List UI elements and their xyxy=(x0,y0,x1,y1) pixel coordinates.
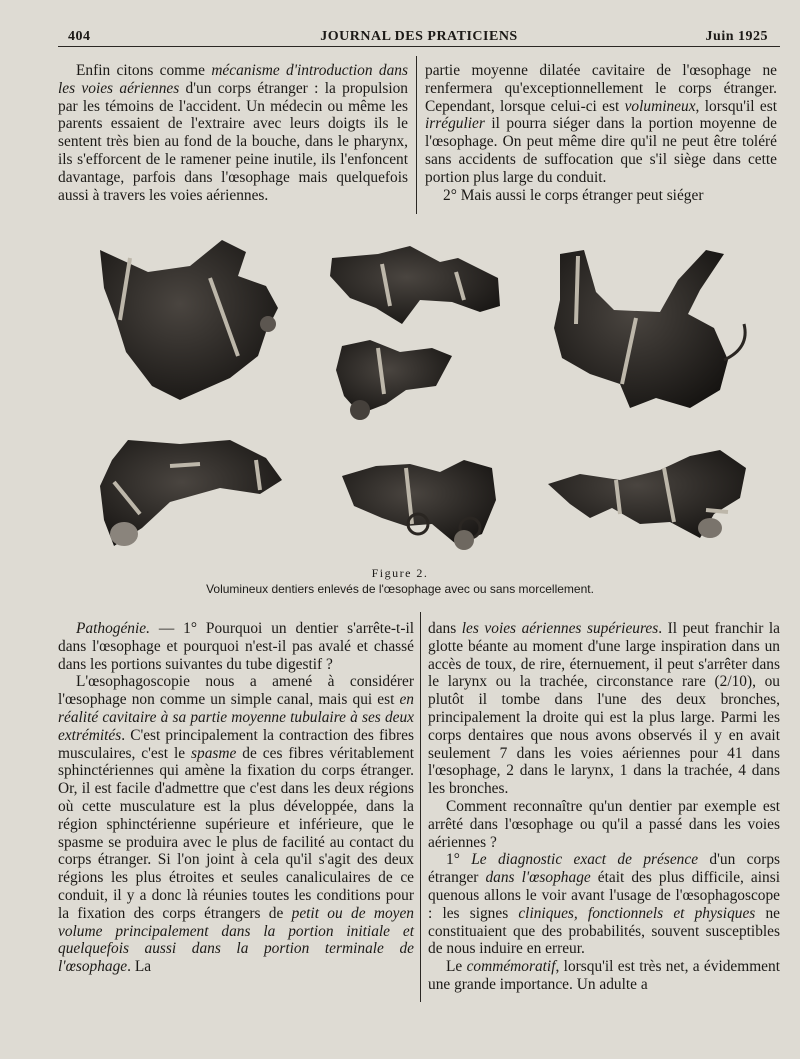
figure-label: Figure 2. xyxy=(371,566,429,580)
denture-4 xyxy=(554,250,745,408)
column-bottom-right xyxy=(428,620,780,994)
column-bottom-left xyxy=(58,620,414,976)
dentures-photo xyxy=(60,228,780,564)
denture-5 xyxy=(100,440,282,546)
journal-title: JOURNAL DES PRATICIENS xyxy=(320,29,518,44)
paragraph: Le commémoratif, lorsqu'il est très net, a évidemment une grande importance. Un adulte a xyxy=(428,958,780,993)
paragraph: Pathogénie. — 1° Pourquoi un dentier s'arrête-t-il dans l'œsophage et pourquoi n'est-il pas avalé et chassé dans les portions suivantes du tube digestif ? xyxy=(58,620,414,673)
column-top-right xyxy=(425,62,777,204)
figure-caption: Volumineux dentiers enlevés de l'œsophage avec ou sans morcellement. xyxy=(206,582,594,596)
denture-6 xyxy=(342,460,496,550)
denture-2 xyxy=(330,246,500,324)
paragraph: Enfin citons comme mécanisme d'introduction dans les voies aériennes d'un corps étranger : la propulsion par les témoins de l'accident. Un médecin ou même les parents essaient de l'extraire avec leurs doigts ils le sentent très bien au fond de la bouche, dans le pharynx, ils s'efforcent de le ramener peine inutile, ils l'enfoncent davantage, parfois dans l'œsophage mais quelquefois aussi à travers les voies aériennes. xyxy=(58,62,409,204)
paragraph: L'œsophagoscopie nous a amené à considérer l'œsophage non comme un simple canal, mais qui est en réalité cavitaire à sa partie moyenne tubulaire à ses deux extrémités. C'est principalement la contraction des fibres musculaires, c'est le spasme de ces fibres véritablement sphinctériennes qui amène la fixation du corps étranger. Or, il est facile d'admettre que c'est dans les deux régions où cette musculature est la plus développée, dans la région sphinctérienne supérieure et inférieure, que le spasme se produira avec le plus de facilité au contact du corps étranger. Si l'on joint à cela qu'il s'agit des deux régions les plus étroites et seules canaliculaires de ce conduit, il y a donc là réunies toutes les conditions pour la fixation des corps étrangers de petit ou de moyen volume principalement dans la portion initiale et quelquefois aussi dans la portion terminale de l'œsophage. La xyxy=(58,673,414,976)
page-number: 404 xyxy=(68,29,91,44)
page-header xyxy=(58,22,780,48)
column-top-left xyxy=(58,62,408,204)
column-divider-bottom xyxy=(420,612,421,1002)
paragraph: 1° Le diagnostic exact de présence d'un corps étranger dans l'œsophage était des plus difficile, ainsi quenous allons le voir avant l'usage de l'œsophagoscope : les signes cliniques, fonctionnels et physiques ne constituaient que des probabilités, souvent susceptibles de nous induire en erreur. xyxy=(428,851,781,958)
denture-7 xyxy=(548,450,746,538)
paragraph: partie moyenne dilatée cavitaire de l'œsophage ne renfermera qu'exceptionnellement le corps étranger. Cependant, lorsque celui-ci est volumineux, lorsqu'il est irrégulier il pourra siéger dans la portion moyenne de l'œsophage. On peut même dire qu'il ne peut être toléré sans accidents de suffocation que s'il siège dans cette portion plus large du conduit. xyxy=(425,62,777,186)
paragraph: dans les voies aériennes supérieures. Il peut franchir la glotte béante au moment d'une large inspiration dans un accès de toux, de rire, éternuement, il peut s'arrêter dans le larynx ou la trachée, circonstance rare (2/10), ou plutôt il tombe dans l'une des deux bronches, principalement la droite qui est la plus large. Parmi les corps dentaires que nous avons observés il y en avait seulement 7 dans les voies aériennes pour 41 dans l'œsophage, 2 dans le larynx, 1 dans la trachée, 4 dans les bronches. xyxy=(428,620,781,798)
paragraph: Comment reconnaître qu'un dentier par exemple est arrêté dans l'œsophage ou qu'il a passé dans les voies aériennes ? xyxy=(428,797,780,851)
header-rule xyxy=(58,46,780,47)
column-divider-top xyxy=(416,56,417,214)
denture-1 xyxy=(100,240,278,400)
paragraph: 2° Mais aussi le corps étranger peut siéger xyxy=(443,186,704,204)
issue-date: Juin 1925 xyxy=(705,29,768,44)
figure-2-photograph xyxy=(60,228,780,564)
denture-3 xyxy=(336,340,452,420)
